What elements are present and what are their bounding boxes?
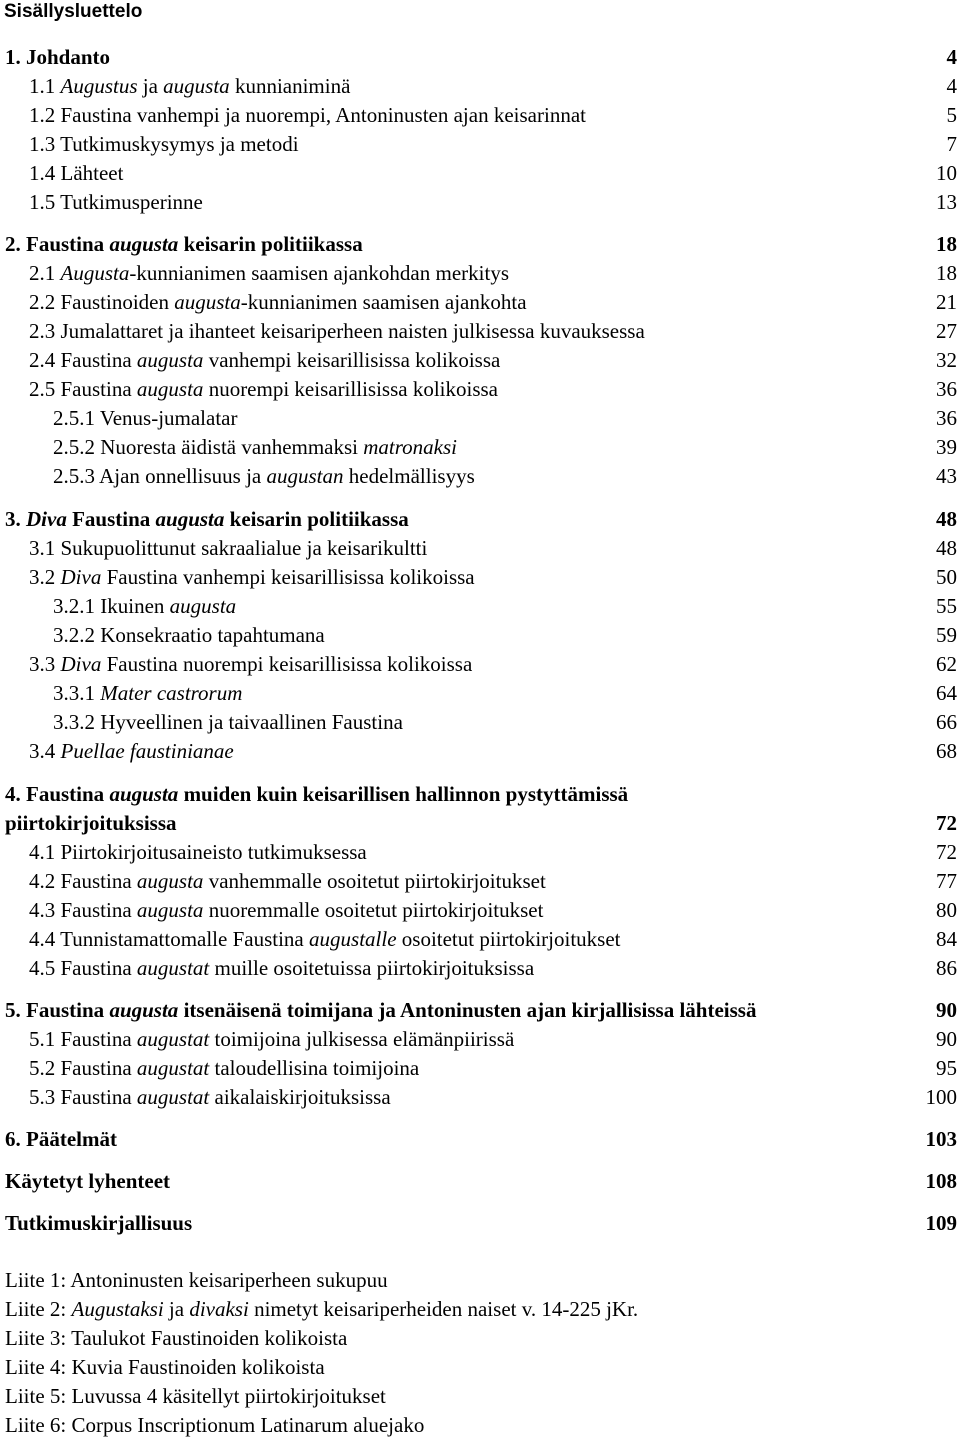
toc-entry-label bbox=[29, 287, 527, 317]
toc-entry[interactable] bbox=[0, 374, 960, 404]
toc-entry[interactable] bbox=[0, 620, 960, 650]
text-run: 1. Johdanto bbox=[5, 45, 111, 69]
toc-entry-page: 68 bbox=[936, 739, 957, 763]
appendix-item[interactable] bbox=[0, 1352, 960, 1382]
text-run: 3.3 bbox=[29, 652, 61, 676]
toc-entry[interactable] bbox=[0, 158, 960, 188]
italic-term: augustat bbox=[136, 956, 210, 980]
text-run: 4.5 Faustina bbox=[29, 956, 137, 980]
toc-entry-page: 13 bbox=[936, 190, 957, 214]
text-run: -kunnianimen saamisen ajankohta bbox=[240, 290, 527, 314]
text-run: Tutkimuskirjallisuus bbox=[5, 1211, 193, 1235]
italic-term: augusta bbox=[109, 232, 179, 256]
toc-entry-label bbox=[29, 533, 427, 563]
italic-term: augusta bbox=[136, 869, 204, 893]
appendix-item[interactable] bbox=[0, 1294, 960, 1324]
toc-entry-page: 4 bbox=[946, 45, 957, 69]
toc-entry-page: 62 bbox=[936, 652, 957, 676]
text-run: Faustina vanhempi keisarillisissa kolikoissa bbox=[101, 565, 475, 589]
toc-entry-label bbox=[29, 866, 546, 896]
toc-entry[interactable] bbox=[0, 678, 960, 708]
toc-entry[interactable] bbox=[0, 71, 960, 101]
text-run: 2.4 Faustina bbox=[29, 348, 137, 372]
italic-term: Augustus bbox=[60, 74, 138, 98]
toc-entry-page: 48 bbox=[936, 507, 957, 531]
toc-entry[interactable] bbox=[0, 345, 960, 375]
toc-entry[interactable] bbox=[0, 562, 960, 592]
toc-entry[interactable] bbox=[0, 461, 960, 491]
appendix-item[interactable] bbox=[0, 1323, 960, 1353]
toc-entry-page: 32 bbox=[936, 348, 957, 372]
page-title: Sisällysluettelo bbox=[4, 1, 143, 22]
text-run: muiden kuin keisarillisen hallinnon pystyttämissä bbox=[178, 782, 629, 806]
text-run: -kunnianimen saamisen ajankohdan merkitys bbox=[129, 261, 509, 285]
toc-entry-label bbox=[29, 562, 475, 592]
toc-entry-page: 103 bbox=[925, 1127, 957, 1151]
toc-entry[interactable] bbox=[0, 287, 960, 317]
text-run: 5.3 Faustina bbox=[29, 1085, 137, 1109]
toc-entry[interactable] bbox=[0, 229, 960, 259]
text-run: 3. bbox=[5, 507, 26, 531]
italic-term: augusta bbox=[136, 377, 204, 401]
toc-entry-label bbox=[29, 158, 123, 188]
toc-entry[interactable] bbox=[0, 995, 960, 1025]
italic-term: Diva bbox=[26, 507, 67, 531]
text-run: Liite 5: Luvussa 4 käsitellyt piirtokirjoitukset bbox=[5, 1384, 386, 1408]
appendix-label bbox=[5, 1410, 424, 1440]
toc-entry-label bbox=[53, 591, 236, 621]
toc-entry[interactable] bbox=[0, 895, 960, 925]
toc-entry-page: 84 bbox=[936, 927, 957, 951]
toc-entry[interactable] bbox=[0, 1166, 960, 1196]
toc-entry-label bbox=[29, 100, 586, 130]
toc-entry-label bbox=[29, 736, 234, 766]
text-run: 2.3 Jumalattaret ja ihanteet keisariperheen naisten julkisessa kuvauksessa bbox=[29, 319, 645, 343]
italic-term: divaksi bbox=[189, 1297, 249, 1321]
text-run: ja bbox=[137, 74, 164, 98]
text-run: piirtokirjoituksissa bbox=[5, 811, 177, 835]
toc-entry-label bbox=[53, 461, 475, 491]
toc-entry-page: 108 bbox=[925, 1169, 957, 1193]
italic-term: augustan bbox=[266, 464, 344, 488]
italic-term: Diva bbox=[60, 565, 102, 589]
appendix-label bbox=[5, 1352, 325, 1382]
italic-term: matronaksi bbox=[363, 435, 457, 459]
toc-entry-label bbox=[29, 1082, 391, 1112]
text-run: itsenäisenä toimijana ja Antoninusten ajan kirjallisissa lähteissä bbox=[178, 998, 757, 1022]
toc-entry-page: 59 bbox=[936, 623, 957, 647]
text-run: nuoremmalle osoitetut piirtokirjoitukset bbox=[203, 898, 544, 922]
appendix-item[interactable] bbox=[0, 1381, 960, 1411]
toc-entry[interactable] bbox=[0, 258, 960, 288]
toc-entry-page: 18 bbox=[936, 232, 957, 256]
text-run: 2.5.1 Venus-jumalatar bbox=[53, 406, 238, 430]
toc-entry-page: 55 bbox=[936, 594, 957, 618]
toc-entry-page: 39 bbox=[936, 435, 957, 459]
toc-entry-page: 50 bbox=[936, 565, 957, 589]
toc-entry-page: 109 bbox=[925, 1211, 957, 1235]
toc-entry-label bbox=[5, 42, 110, 72]
text-run: 3.2.2 Konsekraatio tapahtumana bbox=[53, 623, 325, 647]
toc-entry-label bbox=[29, 345, 500, 375]
toc-entry-label bbox=[5, 1208, 192, 1238]
text-run: toimijoina julkisessa elämänpiirissä bbox=[209, 1027, 515, 1051]
toc-entry-page: 86 bbox=[936, 956, 957, 980]
italic-term: augusta bbox=[155, 507, 225, 531]
toc-entry-label bbox=[29, 71, 350, 101]
italic-term: Mater castrorum bbox=[100, 681, 243, 705]
toc-entry-page: 36 bbox=[936, 377, 957, 401]
italic-term: Augusta bbox=[60, 261, 130, 285]
text-run: 4. Faustina bbox=[5, 782, 110, 806]
toc-entry[interactable] bbox=[0, 533, 960, 563]
toc-entry-label bbox=[29, 953, 534, 983]
text-run: 4.2 Faustina bbox=[29, 869, 137, 893]
italic-term: augusta bbox=[174, 290, 241, 314]
toc-entry-page: 72 bbox=[936, 840, 957, 864]
text-run: 3.3.1 bbox=[53, 681, 101, 705]
text-run: keisarin politiikassa bbox=[178, 232, 363, 256]
appendix-label bbox=[5, 1323, 347, 1353]
text-run: 3.1 Sukupuolittunut sakraalialue ja keisarikultti bbox=[29, 536, 428, 560]
text-run: 1.4 Lähteet bbox=[29, 161, 124, 185]
toc-entry[interactable] bbox=[0, 1082, 960, 1112]
toc-entry-label bbox=[53, 707, 403, 737]
toc-entry-page: 77 bbox=[936, 869, 957, 893]
toc-entry-page: 66 bbox=[936, 710, 957, 734]
toc-entry-label bbox=[5, 995, 756, 1025]
text-run: osoitetut piirtokirjoitukset bbox=[396, 927, 621, 951]
appendix-label bbox=[5, 1381, 386, 1411]
toc-entry-label bbox=[29, 837, 367, 867]
toc-entry-label bbox=[5, 808, 177, 838]
text-run: Faustina bbox=[66, 507, 156, 531]
text-run: 2.2 Faustinoiden bbox=[29, 290, 175, 314]
toc-entry-label bbox=[53, 678, 242, 708]
text-run: Liite 3: Taulukot Faustinoiden kolikoista bbox=[5, 1326, 348, 1350]
toc-entry[interactable] bbox=[0, 649, 960, 679]
italic-term: augusta bbox=[136, 898, 204, 922]
toc-entry[interactable] bbox=[0, 403, 960, 433]
toc-entry-page: 27 bbox=[936, 319, 957, 343]
toc-entry[interactable] bbox=[0, 42, 960, 72]
text-run: 2.5.2 Nuoresta äidistä vanhemmaksi bbox=[53, 435, 364, 459]
text-run: 3.3.2 Hyveellinen ja taivaallinen Faustina bbox=[53, 710, 403, 734]
text-run: hedelmällisyys bbox=[343, 464, 475, 488]
text-run: aikalaiskirjoituksissa bbox=[209, 1085, 391, 1109]
italic-term: augustat bbox=[136, 1027, 210, 1051]
toc-entry-label bbox=[5, 779, 628, 809]
toc-entry-label bbox=[53, 620, 325, 650]
toc-entry[interactable] bbox=[0, 707, 960, 737]
toc-entry-label bbox=[29, 924, 621, 954]
toc-entry-label bbox=[29, 1053, 419, 1083]
toc-entry-page: 10 bbox=[936, 161, 957, 185]
italic-term: augustalle bbox=[309, 927, 397, 951]
appendix-label bbox=[5, 1265, 388, 1295]
toc-entry[interactable] bbox=[0, 866, 960, 896]
toc-entry-page: 72 bbox=[936, 811, 957, 835]
text-run: 2. Faustina bbox=[5, 232, 110, 256]
toc-entry-label bbox=[5, 229, 363, 259]
text-run: nimetyt keisariperheiden naiset v. 14-225 jKr. bbox=[248, 1297, 639, 1321]
toc-entry-label bbox=[53, 403, 238, 433]
text-run: 4.1 Piirtokirjoitusaineisto tutkimuksessa bbox=[29, 840, 367, 864]
text-run: 5. Faustina bbox=[5, 998, 110, 1022]
toc-entry-page: 18 bbox=[936, 261, 957, 285]
toc-entry-label bbox=[29, 129, 299, 159]
toc-entry[interactable] bbox=[0, 1124, 960, 1154]
italic-term: augusta bbox=[109, 782, 179, 806]
text-run: 1.3 Tutkimuskysymys ja metodi bbox=[29, 132, 299, 156]
appendix-item[interactable] bbox=[0, 1265, 960, 1295]
toc-entry[interactable] bbox=[0, 1024, 960, 1054]
italic-term: Diva bbox=[60, 652, 102, 676]
text-run: vanhempi keisarillisissa kolikoissa bbox=[203, 348, 501, 372]
text-run: 4.4 Tunnistamattomalle Faustina bbox=[29, 927, 310, 951]
text-run: 3.4 bbox=[29, 739, 61, 763]
toc-entry[interactable] bbox=[0, 1208, 960, 1238]
toc-entry-page: 21 bbox=[936, 290, 957, 314]
toc-entry[interactable] bbox=[0, 1053, 960, 1083]
toc-entry[interactable] bbox=[0, 316, 960, 346]
toc-entry-label bbox=[53, 432, 457, 462]
toc-entry[interactable] bbox=[0, 779, 960, 809]
toc-entry-page: 90 bbox=[936, 1027, 957, 1051]
toc-entry[interactable] bbox=[0, 837, 960, 867]
text-run: 2.5 Faustina bbox=[29, 377, 137, 401]
toc-entry[interactable] bbox=[0, 504, 960, 534]
toc-entry-page: 95 bbox=[936, 1056, 957, 1080]
italic-term: Augustaksi bbox=[71, 1297, 164, 1321]
appendix-item[interactable] bbox=[0, 1410, 960, 1440]
text-run: muille osoitetuissa piirtokirjoituksissa bbox=[209, 956, 535, 980]
toc-entry[interactable] bbox=[0, 129, 960, 159]
italic-term: augustat bbox=[136, 1085, 210, 1109]
text-run: ja bbox=[163, 1297, 190, 1321]
toc-entry-page: 90 bbox=[936, 998, 957, 1022]
toc-entry-page: 80 bbox=[936, 898, 957, 922]
toc-entry[interactable] bbox=[0, 953, 960, 983]
text-run: 6. Päätelmät bbox=[5, 1127, 117, 1151]
italic-term: Puellae faustinianae bbox=[60, 739, 234, 763]
text-run: nuorempi keisarillisissa kolikoissa bbox=[203, 377, 498, 401]
text-run: 3.2 bbox=[29, 565, 61, 589]
italic-term: augusta bbox=[109, 998, 179, 1022]
text-run: kunnianiminä bbox=[229, 74, 351, 98]
toc-entry-page: 7 bbox=[946, 132, 957, 156]
toc-entry-label bbox=[29, 649, 472, 679]
toc-entry-label bbox=[29, 187, 203, 217]
toc-entry-label bbox=[5, 1166, 170, 1196]
text-run: 1.2 Faustina vanhempi ja nuorempi, Antoninusten ajan keisarinnat bbox=[29, 103, 586, 127]
text-run: 1.5 Tutkimusperinne bbox=[29, 190, 203, 214]
toc-entry[interactable] bbox=[0, 808, 960, 838]
text-run: 5.2 Faustina bbox=[29, 1056, 137, 1080]
text-run: vanhemmalle osoitetut piirtokirjoitukset bbox=[203, 869, 546, 893]
toc-entry-page: 43 bbox=[936, 464, 957, 488]
toc-entry-label bbox=[29, 1024, 514, 1054]
italic-term: augusta bbox=[136, 348, 204, 372]
text-run: 4.3 Faustina bbox=[29, 898, 137, 922]
toc-entry[interactable] bbox=[0, 736, 960, 766]
toc-entry-label bbox=[29, 316, 645, 346]
text-run: 1.1 bbox=[29, 74, 61, 98]
toc-entry-page: 36 bbox=[936, 406, 957, 430]
toc-entry-page: 100 bbox=[925, 1085, 957, 1109]
toc-entry[interactable] bbox=[0, 100, 960, 130]
toc-entry[interactable] bbox=[0, 924, 960, 954]
text-run: Faustina nuorempi keisarillisissa kolikoissa bbox=[101, 652, 473, 676]
text-run: 2.5.3 Ajan onnellisuus ja bbox=[53, 464, 267, 488]
text-run: 5.1 Faustina bbox=[29, 1027, 137, 1051]
toc-entry[interactable] bbox=[0, 187, 960, 217]
toc-entry-page: 5 bbox=[946, 103, 957, 127]
toc-entry-label bbox=[5, 504, 409, 534]
italic-term: augusta bbox=[163, 74, 230, 98]
italic-term: augusta bbox=[169, 594, 237, 618]
toc-entry-label bbox=[29, 895, 543, 925]
toc-entry-label bbox=[29, 374, 498, 404]
toc-entry-page: 48 bbox=[936, 536, 957, 560]
text-run: Käytetyt lyhenteet bbox=[5, 1169, 171, 1193]
text-run: taloudellisina toimijoina bbox=[209, 1056, 420, 1080]
toc-entry[interactable] bbox=[0, 432, 960, 462]
text-run: 2.1 bbox=[29, 261, 61, 285]
toc-entry-page: 4 bbox=[946, 74, 957, 98]
text-run: Liite 2: bbox=[5, 1297, 72, 1321]
appendix-label bbox=[5, 1294, 638, 1324]
text-run: 3.2.1 Ikuinen bbox=[53, 594, 170, 618]
toc-entry-label bbox=[5, 1124, 117, 1154]
italic-term: augustat bbox=[136, 1056, 210, 1080]
text-run: keisarin politiikassa bbox=[224, 507, 409, 531]
toc-entry-label bbox=[29, 258, 509, 288]
toc-entry[interactable] bbox=[0, 591, 960, 621]
text-run: Liite 1: Antoninusten keisariperheen sukupuu bbox=[5, 1268, 388, 1292]
toc-entry-page: 64 bbox=[936, 681, 957, 705]
text-run: Liite 4: Kuvia Faustinoiden kolikoista bbox=[5, 1355, 325, 1379]
text-run: Liite 6: Corpus Inscriptionum Latinarum aluejako bbox=[5, 1413, 425, 1437]
